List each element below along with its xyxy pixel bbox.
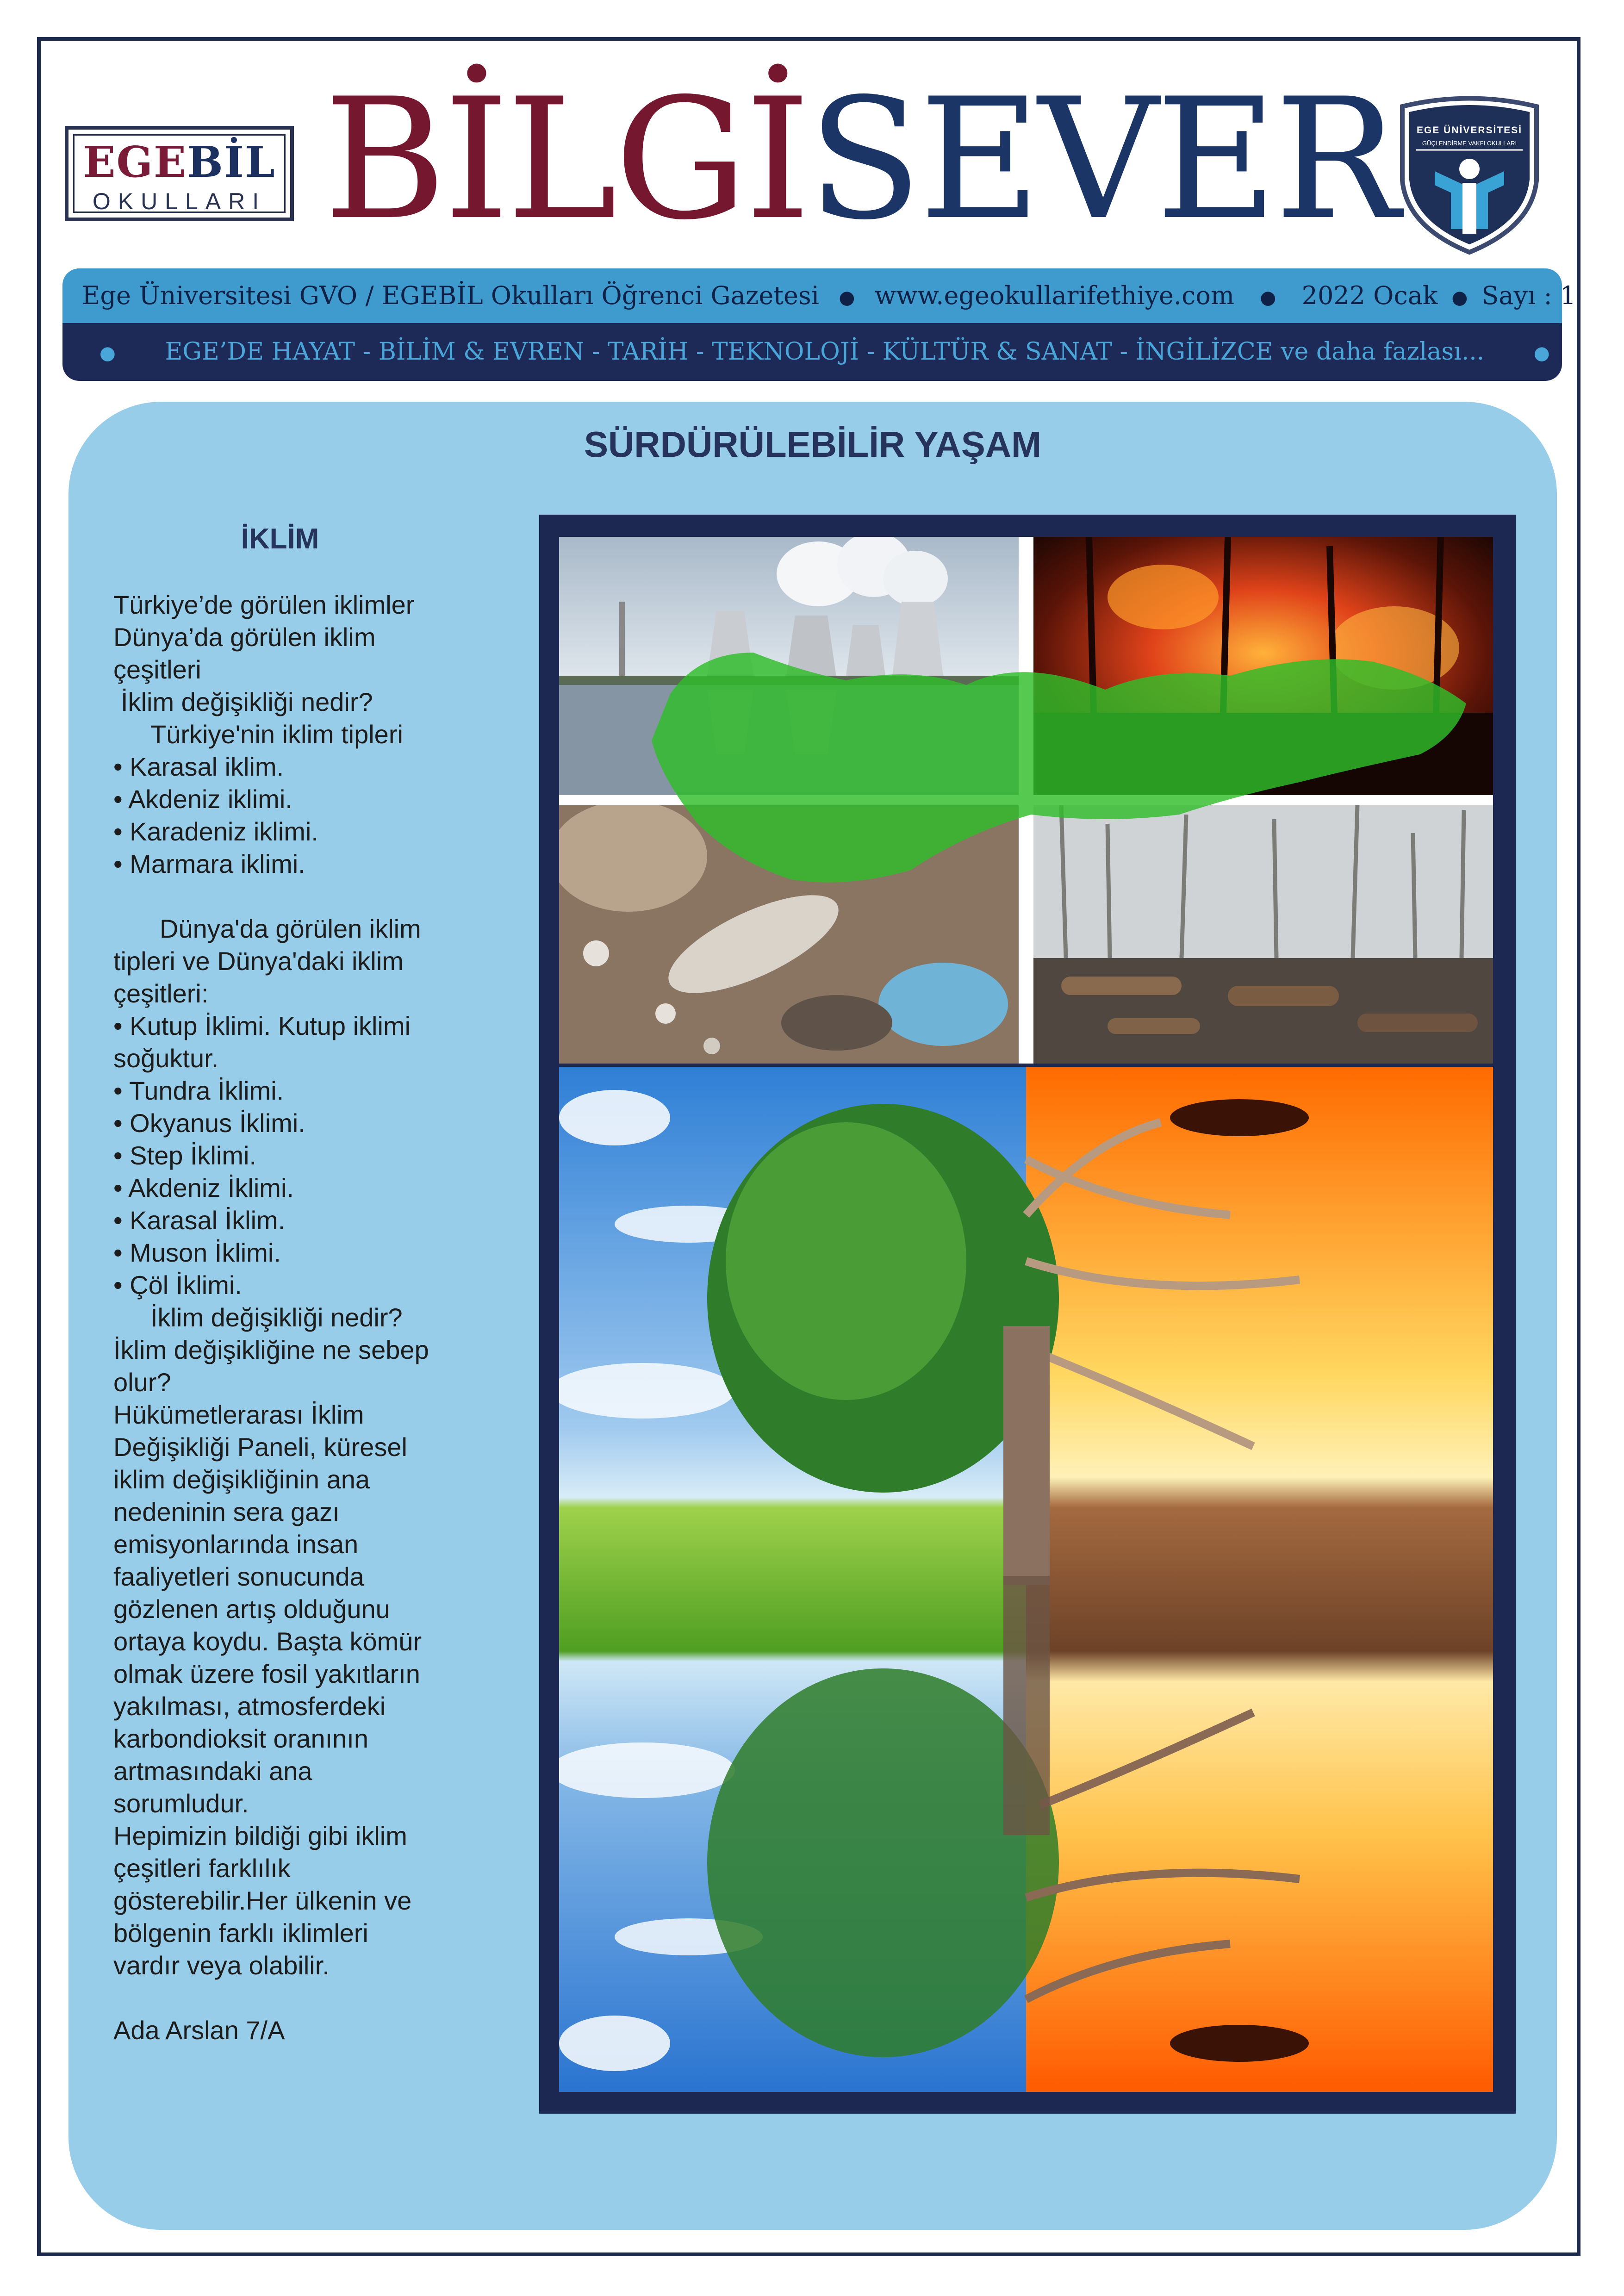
- article-line: • Tundra İklimi.: [113, 1076, 284, 1105]
- article-line: nedeninin sera gazı: [113, 1497, 340, 1526]
- article-line: • Marmara iklimi.: [113, 849, 305, 878]
- article-line: gösterebilir.Her ülkenin ve: [113, 1886, 412, 1915]
- article-line: Türkiye'nin iklim tipleri: [150, 720, 403, 749]
- climate-tree-photo: [559, 1067, 1493, 2092]
- article-line: iklim değişikliğinin ana: [113, 1465, 370, 1494]
- article-line: karbondioksit oranının: [113, 1724, 369, 1753]
- ege-university-shield-logo: [1393, 93, 1546, 259]
- article-line: çeşitleri farklılık: [113, 1854, 291, 1883]
- polluted-beach-photo: [559, 805, 1019, 1064]
- separator-dot: ●: [1242, 287, 1294, 308]
- article-line: Türkiye’de görülen iklimler: [113, 590, 415, 619]
- article-line: bölgenin farklı iklimleri: [113, 1918, 368, 1948]
- article-line: • Karadeniz iklimi.: [113, 817, 318, 846]
- article-line: Dünya’da görülen iklim: [113, 622, 376, 652]
- article-line: • Karasal iklim.: [113, 752, 284, 781]
- issue-number: Sayı : 1: [1481, 281, 1576, 310]
- article-line: İklim değişikliğine ne sebep: [113, 1335, 429, 1364]
- article-line: İklim değişikliği nedir?: [121, 687, 373, 716]
- deforestation-photo: [1033, 805, 1493, 1064]
- separator-dot: ●: [1533, 342, 1550, 364]
- wildfire-photo: [1033, 537, 1493, 795]
- article-line: soğuktur.: [113, 1044, 219, 1073]
- article-line: İklim değişikliği nedir?: [150, 1303, 403, 1332]
- egebil-logo-wordmark: EGEBİL: [83, 137, 276, 187]
- article-line: Hepimizin bildiği gibi iklim: [113, 1821, 407, 1850]
- egebil-logo-subtitle: OKULLARI: [92, 188, 267, 214]
- article-line: Dünya'da görülen iklim: [160, 914, 421, 943]
- separator-dot: ●: [1445, 287, 1474, 308]
- article-author: Ada Arslan 7/A: [113, 2016, 285, 2045]
- article-line: • Kutup İklimi. Kutup iklimi: [113, 1011, 411, 1040]
- separator-dot: ●: [827, 287, 867, 308]
- article-line: vardır veya olabilir.: [113, 1951, 330, 1980]
- article-line: • Karasal İklim.: [113, 1206, 286, 1235]
- website-link[interactable]: www.egeokullarifethiye.com: [875, 281, 1235, 310]
- article-line: artmasındaki ana: [113, 1756, 312, 1786]
- egebil-logo: [65, 126, 294, 221]
- article-line: • Okyanus İklimi.: [113, 1108, 305, 1138]
- article-line: tipleri ve Dünya'daki iklim: [113, 946, 404, 976]
- article-line: sorumludur.: [113, 1789, 249, 1818]
- collage-divider-vertical: [1019, 537, 1033, 1064]
- article-line: Değişikliği Paneli, küresel: [113, 1432, 407, 1462]
- power-plant-photo: [559, 537, 1019, 795]
- article-title: İKLİM: [241, 523, 319, 555]
- article-line: çeşitleri:: [113, 979, 209, 1008]
- publication-name: Ege Üniversitesi GVO / EGEBİL Okulları Öğrenci Gazetesi: [82, 281, 819, 310]
- separator-dot: ●: [100, 342, 116, 364]
- article-line: • Muson İklimi.: [113, 1238, 281, 1267]
- svg-text:EGE ÜNİVERSİTESİ: EGE ÜNİVERSİTESİ: [1416, 125, 1523, 136]
- article-blank-line: [113, 880, 465, 913]
- issue-date: 2022 Ocak: [1301, 281, 1438, 310]
- article-line: olmak üzere fosil yakıtların: [113, 1659, 420, 1688]
- masthead-title: BİLGİSEVER: [324, 62, 1397, 256]
- article-line: emisyonlarında insan: [113, 1530, 359, 1559]
- sections-list: EGE’DE HAYAT - BİLİM & EVREN - TARİH - TEKNOLOJİ - KÜLTÜR & SANAT - İNGİLİZCE ve daha fazlası...: [165, 338, 1485, 366]
- article-line: ortaya koydu. Başta kömür: [113, 1627, 422, 1656]
- article-line: yakılması, atmosferdeki: [113, 1692, 386, 1721]
- article-line: faaliyetleri sonucunda: [113, 1562, 364, 1591]
- section-title: SÜRDÜRÜLEBİLİR YAŞAM: [584, 424, 1042, 465]
- shield-icon: [1393, 93, 1546, 259]
- article-line: • Step İklimi.: [113, 1141, 257, 1170]
- article-line: çeşitleri: [113, 655, 201, 684]
- article-line: • Akdeniz iklimi.: [113, 784, 292, 814]
- article-body: [113, 589, 465, 2047]
- publication-info-bar: [62, 268, 1576, 323]
- article-line: • Çöl İklimi.: [113, 1270, 242, 1300]
- article-line: gözlenen artış olduğunu: [113, 1594, 390, 1624]
- article-line: Hükümetlerarası İklim: [113, 1400, 364, 1429]
- article-line: olur?: [113, 1368, 171, 1397]
- svg-text:GÜÇLENDİRME VAKFI OKULLARI: GÜÇLENDİRME VAKFI OKULLARI: [1422, 140, 1517, 147]
- article-line: • Akdeniz İklimi.: [113, 1173, 294, 1202]
- sections-bar: [62, 323, 1562, 381]
